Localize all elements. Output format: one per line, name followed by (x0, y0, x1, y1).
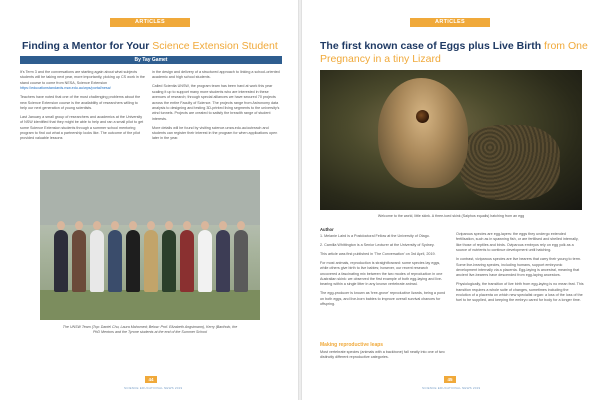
nesa-link[interactable]: https://educationstandards.nsw.edu.au/wps/portal/nesa/ (20, 86, 111, 91)
author-entry: 2. Camilla Whittington is a Senior Lecturer at the University of Sydney. (320, 242, 435, 247)
person-figure (180, 230, 194, 292)
byline: By Tay Gamet (20, 56, 282, 64)
group-photo (40, 170, 260, 320)
paragraph: Oviparous species are egg-layers: the eggs they undergo extended fertilisation, such as in spawning fish, or are fertilised and shelled internally, like those of reptiles and birds. Oviparous embryos rely on egg yolk as a source of nutrients to continue development until hatching. (456, 232, 579, 253)
left-column-1 (20, 70, 145, 145)
person-figure (72, 230, 86, 292)
author-heading: Author (320, 227, 334, 232)
person-figure (54, 230, 68, 292)
left-column-2 (152, 70, 282, 145)
page-number: 44 (145, 376, 157, 383)
paragraph: Teachers have noted that one of the most challenging problems about the new Science Extension course is the availability of researchers willing to help our next generation of young scientists. (20, 95, 141, 110)
lizard-eye (416, 110, 429, 123)
page-number: 45 (444, 376, 456, 383)
right-column-1-continued (320, 350, 446, 364)
article-title (22, 40, 284, 52)
page-footer: SCIENCE EDUCATIONAL NEWS 2019 (422, 386, 481, 390)
photo-caption: The UNSW Team (Top: Daniel Chu, Laura Mahomed; Below: Prof. Elizabeth Angstmann), Kerry (Bartholo, the PhD Mentors and the Tyrone students at the end of the Summer School (62, 325, 238, 334)
paragraph: Last January a small group of researchers and academics at the University of NSW identified that they might be able to help and ran a small pilot to get some Science Extension students through a summer school mentoring program to find out what a partnership looks like. The outcome of the pilot provided valuable lessons (20, 114, 144, 141)
title-highlight: from One Pregnancy in a tiny Lizard (320, 40, 588, 65)
paragraph: The egg-producer is known as 'tree-grove' reproductive lizards, being a pond on both eggs, and live-born babies to improve overall survival chances for offspring. (320, 291, 446, 307)
article-title (320, 40, 590, 66)
page-footer: SCIENCE EDUCATIONAL NEWS 2019 (124, 386, 183, 390)
author-entry: 1. Melanie Laird is a Postdoctoral Fellow at the University of Otago. (320, 234, 430, 238)
paragraph: It's Term 3 and the conversations are starting again about what subjects students will be taking next year, more importantly, picking up CS work in the stand course to come from NESA, Science Extension (20, 70, 145, 85)
right-page (300, 0, 600, 400)
section-tag: ARTICLES (110, 18, 190, 27)
paragraph: More details will be found by visiting science.unsw.edu.au/outreach and students can register their interest in the program for when applications open later in the year. (152, 125, 278, 141)
title-main: The first known case of Eggs plus Live Birth (320, 40, 545, 52)
photo-background (40, 170, 260, 225)
paragraph: in the design and delivery of a structured approach to linking a school-oriented academic and high school students. (152, 70, 280, 80)
lizard-head (378, 78, 468, 188)
right-column-2 (456, 232, 584, 307)
person-figure (198, 230, 212, 292)
paragraph: In contrast, viviparous species are live bearers that carry their young to term. Some live-bearing species, including humans, support embryonic development internally via a placenta. Egg-laying is ancestral, meaning that ancient live-bearers have descended from egg-laying ancestors. (456, 257, 582, 278)
title-highlight: Science Extension Student (152, 40, 278, 52)
person-figure (234, 230, 248, 292)
person-figure (216, 230, 230, 292)
lizard-photo (320, 70, 582, 210)
paragraph: Most vertebrate species (animals with a backbone) fall neatly into one of two distinctly different reproductive categories. (320, 350, 445, 360)
paragraph: For most animals, reproduction is straightforward: some species lay eggs, while others give birth to live babies; however, our recent research uncovered a fascinating mix between the two modes of reproduction in one Australian skink: we observed the first example of both egg-laying and live-bearing within a single litter in any known vertebrate animal. (320, 260, 443, 287)
section-subheading: Making reproductive leaps (320, 342, 384, 348)
title-main: Finding a Mentor for Your (22, 40, 153, 52)
right-column-1 (320, 234, 446, 311)
paragraph: Called Scientia UNSW, the program team has been hard at work this year scaling it up to support many more students who are interested in these avenues of research; through special alliances we have secured 70 projects across the entire Faculty of Science. The projects range from Astronomy data analysis to designing and testing 3D-printed living segments to the university's wind tunnels. Projects are created to satisfy the breadth range of student interests. (152, 84, 280, 121)
section-tag: ARTICLES (410, 18, 490, 27)
paragraph: Physiologically, the transition of live birth from egg-laying is no mean feat. This transition requires a whole suite of changes, sometimes including the evolution of a placenta on which new specialist organ: a loss of the loss of the fuel to be supplied, and keeping the embryo cared for body for a longer time. (456, 282, 584, 303)
person-figure (162, 230, 176, 292)
paragraph: This article was first published in 'The Conversation' on 3rd April, 2019. (320, 251, 436, 256)
page-gutter (298, 0, 302, 400)
person-figure (90, 230, 104, 292)
lizard-body (460, 125, 560, 200)
person-figure (144, 230, 158, 292)
photo-caption: Welcome to the world, little skink. A three-toed skink (Saiphos equalis) hatching from an egg (377, 214, 525, 218)
person-figure (126, 230, 140, 292)
photo-grass (40, 290, 260, 320)
person-figure (108, 230, 122, 292)
